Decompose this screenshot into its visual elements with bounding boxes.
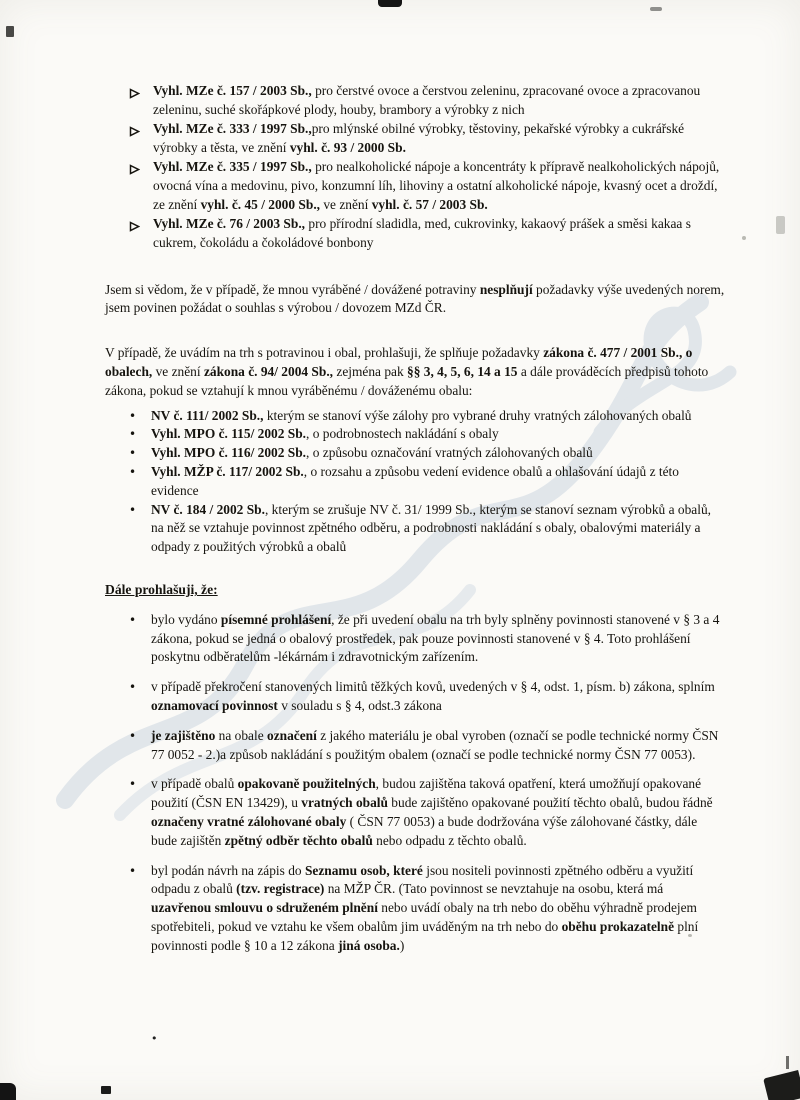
arrow-bullet-icon xyxy=(129,158,153,181)
list-item xyxy=(129,611,725,667)
bullet-icon: • xyxy=(129,777,137,792)
list-item xyxy=(129,82,725,120)
scan-artifact xyxy=(650,7,662,11)
document-body xyxy=(105,82,725,956)
scan-artifact xyxy=(786,1056,789,1069)
bullet-icon: • xyxy=(129,728,137,743)
regulation-text: NV č. 184 / 2002 Sb., kterým se zrušuje NV č. 31/ 1999 Sb., kterým se stanoví seznam výrobků a obalů, na něž se vztahuje povinnost zpětného odběru, a podrobnosti nakládání s obaly, obalovými materiály a odpady z použitých výrobků a obalů xyxy=(151,501,711,555)
regulation-text: Vyhl. MŽP č. 117/ 2002 Sb., o rozsahu a způsobu vedení evidence obalů a ohlašování údajů z této evidence xyxy=(151,464,679,498)
scan-artifact xyxy=(0,1083,16,1100)
bullet-icon: • xyxy=(129,863,137,878)
list-item xyxy=(129,862,725,956)
bullet-icon: • xyxy=(129,680,137,695)
list-item xyxy=(129,463,725,501)
bullet-icon: • xyxy=(129,502,137,517)
scan-artifact xyxy=(378,0,402,7)
regulation-text: Vyhl. MZe č. 76 / 2003 Sb., pro přírodní sladidla, med, cukrovinky, kakaový prášek a směsi kakaa s cukrem, čokoládu a čokoládové bonbony xyxy=(153,216,691,250)
regulation-text: NV č. 111/ 2002 Sb., kterým se stanoví výše zálohy pro vybrané druhy vratných zálohovaných obalů xyxy=(151,407,692,423)
list-item xyxy=(129,727,725,765)
declaration-text: byl podán návrh na zápis do Seznamu osob, které jsou nositeli povinnosti zpětného odběru a využití odpadu z obalů (tzv. registrace) na MŽP ČR. (Tato povinnost se nevztahuje na osobu, která má uzavřenou smlouvu o sdruženém plnění nebo uvádí obaly na trh nebo do oběhu výhradně prodejem spotřebiteli, pokud ve vztahu ke všem obalům jim uváděným na trh nebo do oběhu prokazatelně plní povinnosti podle § 10 a 12 zákona jiná osoba.) xyxy=(151,862,699,953)
scan-artifact xyxy=(776,216,785,234)
list-item xyxy=(129,678,725,716)
regulation-text: Vyhl. MZe č. 157 / 2003 Sb., pro čerstvé ovoce a čerstvou zeleninu, zpracované ovoce a zpracovanou zeleninu, suché skořápkové plody, houby, brambory a výrobky z nich xyxy=(153,83,701,117)
bullet-icon: • xyxy=(129,612,137,627)
declaration-text: je zajištěno na obale označení z jakého materiálu je obal vyroben (označí se podle technické normy ČSN 77 0052 - 2.)a způsob nakládání s použitým obalem (označí se podle technické normy ČSN 77 0053). xyxy=(151,727,719,762)
bullet-icon: • xyxy=(129,408,137,423)
list-item xyxy=(129,444,725,463)
list-item xyxy=(129,158,725,214)
list-item xyxy=(129,215,725,253)
stray-bullet-dot: • xyxy=(151,1032,158,1045)
scan-artifact xyxy=(742,236,746,240)
arrow-bullet-icon xyxy=(129,82,153,105)
list-item xyxy=(129,775,725,850)
scan-artifact xyxy=(763,1070,800,1100)
paragraph-packaging-law: V případě, že uvádím na trh s potravinou i obal, prohlašuji, že splňuje požadavky zákona č. 477 / 2001 Sb., o obalech, ve znění zákona č. 94/ 2004 Sb., zejména pak §§ 3, 4, 5, 6, 14 a 15 a dále prováděcích předpisů tohoto zákona, pokud se vztahují k mnou vyráběnému / dováženému obalu: xyxy=(105,345,709,398)
regulation-text: Vyhl. MZe č. 335 / 1997 Sb., pro nealkoholické nápoje a koncentráty k přípravě nealkoholických nápojů, ovocná vína a medovinu, pivo, konzumní líh, lihoviny a ostatní alkoholické nápoje, kvasný ocet a droždí, ze znění vyhl. č. 45 / 2000 Sb., ve znění vyhl. č. 57 / 2003 Sb. xyxy=(153,159,720,212)
declaration-list xyxy=(129,611,725,956)
list-item xyxy=(129,501,725,557)
declaration-heading: Dále prohlašuji, že: xyxy=(105,582,218,598)
food-regulation-list xyxy=(129,82,725,253)
arrow-bullet-icon xyxy=(129,215,153,238)
scan-artifact xyxy=(101,1086,111,1094)
bullet-icon: • xyxy=(129,446,137,461)
paragraph-food-compliance: Jsem si vědom, že v případě, že mnou vyráběné / dovážené potraviny nesplňují požadavky výše uvedených norem, jsem povinen požádat o souhlas s výrobou / dovozem MZd ČR. xyxy=(105,281,725,316)
list-item xyxy=(129,407,725,426)
arrow-bullet-icon xyxy=(129,120,153,143)
scan-artifact xyxy=(6,26,14,37)
regulation-text: Vyhl. MPO č. 116/ 2002 Sb., o způsobu označování vratných zálohovaných obalů xyxy=(151,445,593,461)
declaration-text: v případě překročení stanovených limitů těžkých kovů, uvedených v § 4, odst. 1, písm. b) zákona, splním oznamovací povinnost v souladu s § 4, odst.3 zákona xyxy=(151,679,715,714)
declaration-text: bylo vydáno písemné prohlášení, že při uvedení obalu na trh byly splněny povinnosti stanovené v § 3 a 4 zákona, pokud se jedná o obalový prostředek, pak pouze povinnosti stanovené v § 4. Toto prohlášení poskytnu odběratelům -lékárnám i zdravotnickým zařízením. xyxy=(151,611,720,665)
bullet-icon: • xyxy=(129,427,137,442)
bullet-icon: • xyxy=(129,465,137,480)
list-item xyxy=(129,120,725,158)
list-item xyxy=(129,425,725,444)
regulation-text: Vyhl. MZe č. 333 / 1997 Sb.,pro mlýnské obilné výrobky, těstoviny, pekařské výrobky a cukrářské výrobky a těsta, ve znění vyhl. č. 93 / 2000 Sb. xyxy=(153,121,685,155)
declaration-text: v případě obalů opakovaně použitelných, budou zajištěna taková opatření, která umožňují opakované použití (ČSN EN 13429), u vratných obalů bude zajištěno opakované použití těchto obalů, budou řádně označeny vratné zálohované obaly ( ČSN 77 0053) a bude dodržována výše zálohované částky, dále bude zajištěn zpětný odběr těchto obalů nebo odpadu z těchto obalů. xyxy=(151,776,713,848)
regulation-text: Vyhl. MPO č. 115/ 2002 Sb., o podrobnostech nakládání s obaly xyxy=(151,426,499,442)
packaging-regulation-list xyxy=(129,407,725,557)
